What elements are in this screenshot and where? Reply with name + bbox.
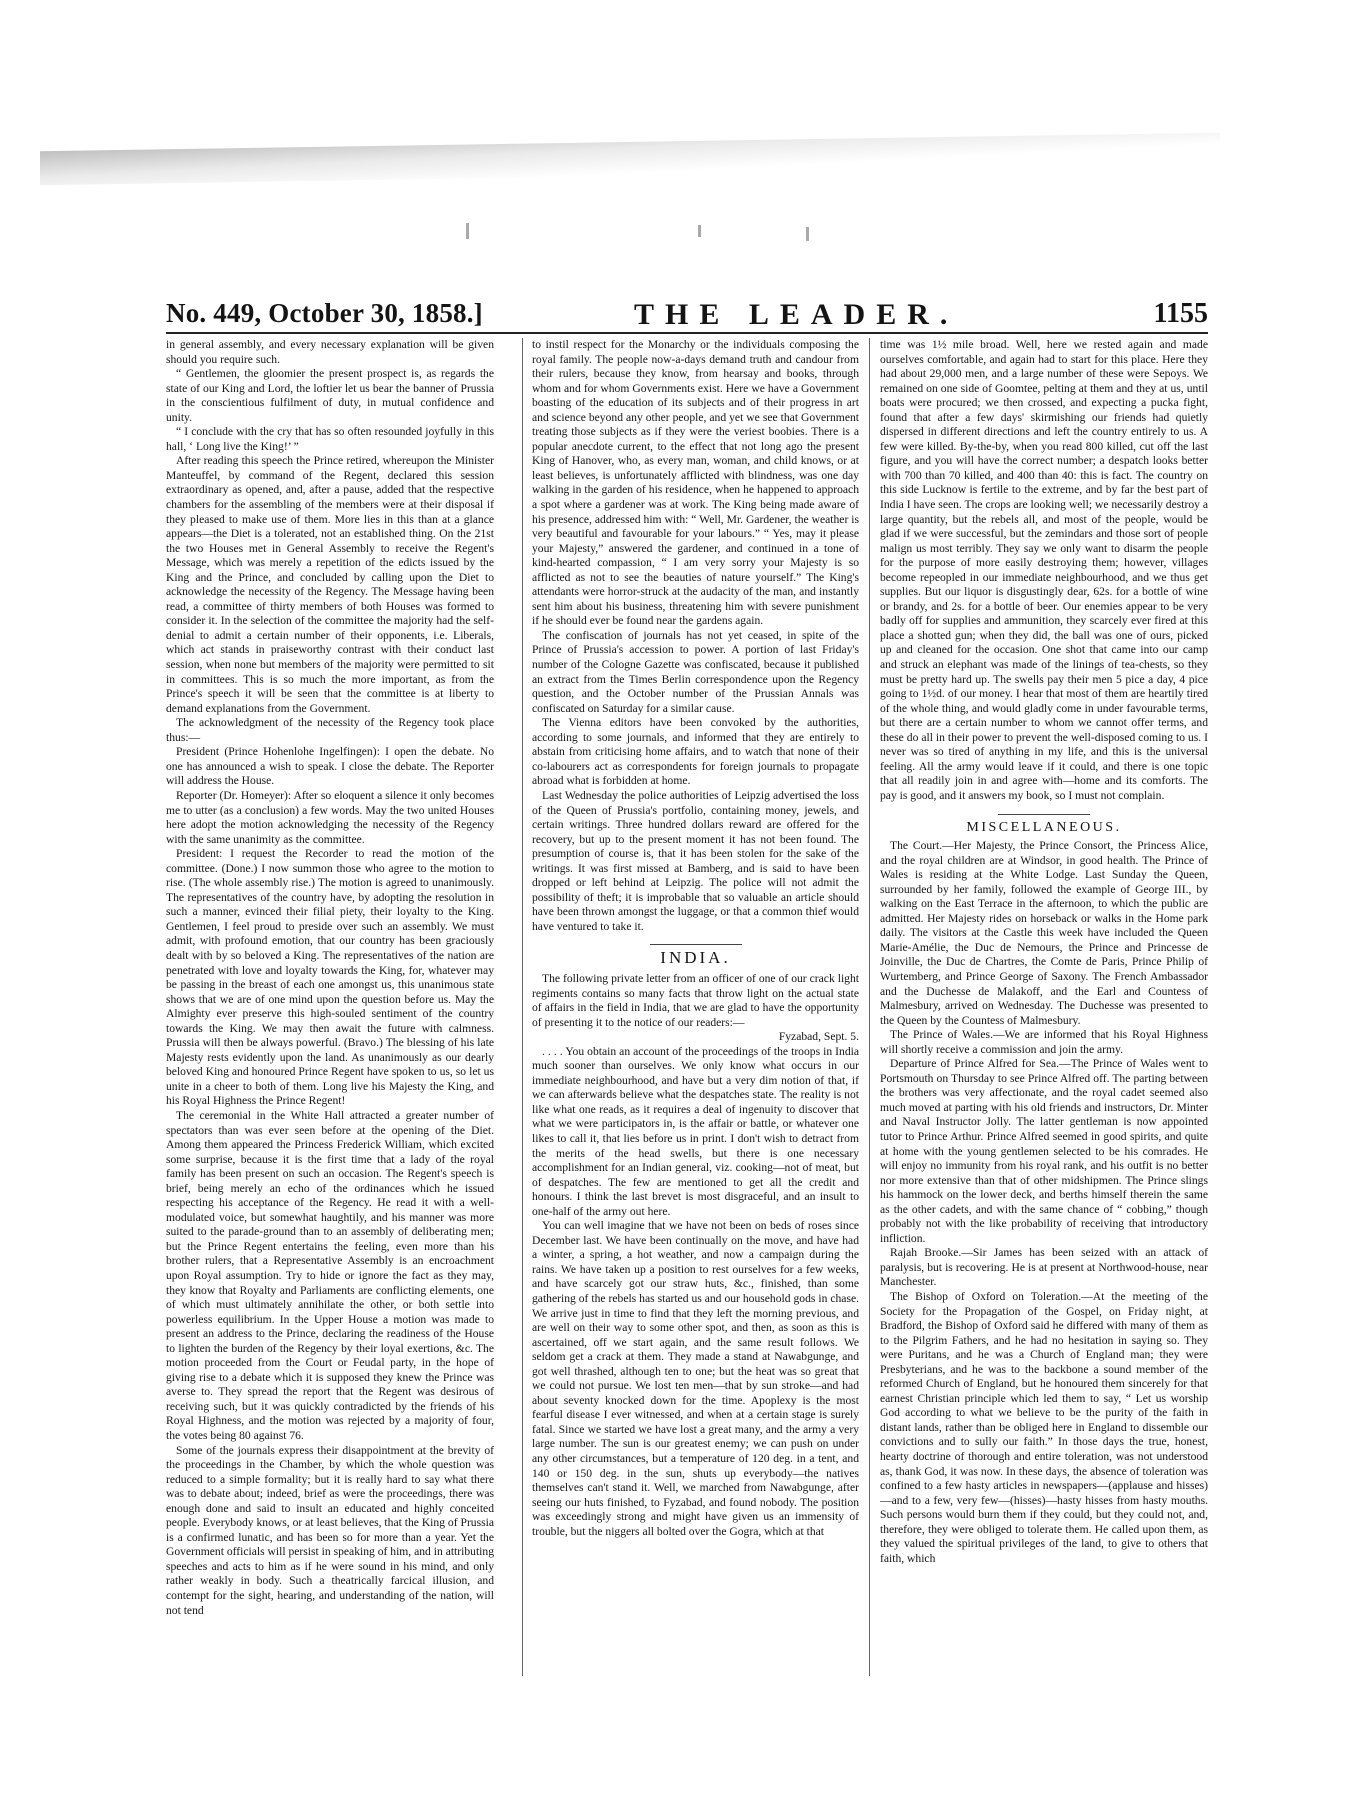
- scan-artifact-mark: [466, 223, 469, 239]
- paragraph: Last Wednesday the police authorities of Leipzig advertised the loss of the Queen of Prussia's portfolio, containing money, jewels, and certain writings. Three hundred dollars reward are offered for the recovery, but up to the present moment it has not been found. The presumption of course is, that it has been stolen for the sake of the writings. It was first missed at Bamberg, and is said to have been dropped or left behind at Leipzig. The police will not admit the possibility of theft; it is improbable that so valuable an article should have been thrown amongst the luggage, or that a common thief would have ventured to take it.: [532, 788, 859, 933]
- paragraph: The Court.—Her Majesty, the Prince Consort, the Princess Alice, and the royal children are at Windsor, in good health. The Prince of Wales is residing at the White Lodge. Last Sunday the Queen, surrounded by her family, followed the example of George III., by walking on the East Terrace in the afternoon, to which the public are admitted. Her Majesty rides on horseback or walks in the Home park daily. The visitors at the Castle this week have included the Queen Marie-Amélie, the Duc de Nemours, the Prince and Princesse de Joinville, the Duc de Chartres, the Comte de Paris, Prince Philip of Wurtemberg, and Prince George of Saxony. The French Ambassador and the Duchesse de Malakoff, and the Earl and Countess of Malmesbury, arrived on Wednesday. The Duchesse was presented to the Queen by the Countess of Malmesbury.: [880, 839, 1208, 1027]
- scan-artifact-smudge: [40, 133, 1220, 186]
- paragraph: The following private letter from an officer of one of our crack light regiments contains so many facts that throw light on the actual state of affairs in the field in India, that we are glad to have the opportunity of presenting it to the notice of our readers:—: [532, 971, 859, 1029]
- paragraph: The Prince of Wales.—We are informed that his Royal Highness will shortly receive a commission and join the army.: [880, 1028, 1208, 1056]
- newspaper-title: THE LEADER.: [634, 298, 959, 331]
- paragraph: The ceremonial in the White Hall attracted a greater number of spectators than was ever seen before at the opening of the Diet. Among them appeared the Princess Frederick William, which excited some surprise, because it is the first time that a lady of the royal family has been present on such an occasion. The Regent's speech is brief, being merely an echo of the ordinances which he issued respecting his acceptance of the Regency. He read it with a well-modulated voice, but somewhat haughtily, and his manner was more suited to the parade-ground than to an assembly of deliberating men; but the Prince Regent entertains the feeling, even more than his brother rulers, that a Representative Assembly is an encroachment upon Royal assumption. Try to hide or ignore the fact as they may, they know that Royalty and Parliaments are conflicting elements, one of which must ultimately annihilate the other, or both settle into powerless equilibrium. In the Upper House a motion was made to present an address to the Prince, declaring the readiness of the House to lighten the burden of the Regency by their loyal exertions, &c. The motion proceeded from the Court or Feudal party, in the hope of giving rise to a debate which it is supposed they knew the Prince was averse to. They spread the report that the Regent was desirous of receiving such, but it was quickly contradicted by the friends of his Royal Highness, and the motion was rejected by a majority of four, the votes being 80 against 76.: [166, 1108, 494, 1443]
- paragraph: Reporter (Dr. Homeyer): After so eloquent a silence it only becomes me to utter (as a conclusion) a few words. May the two united Houses here adopt the motion acknowledging the necessity of the Regency with the same unanimity as the committee.: [166, 788, 494, 846]
- paragraph: The confiscation of journals has not yet ceased, in spite of the Prince of Prussia's accession to power. A portion of last Friday's number of the Cologne Gazette was confiscated, because it published an extract from the Times Berlin correspondence upon the Regency question, and the October number of the Prussian Annals was confiscated on Saturday for a similar cause.: [532, 628, 859, 715]
- paragraph: to instil respect for the Monarchy or the individuals composing the royal family. The people now-a-days demand truth and candour from their rulers, because they know, from hearsay and books, through whom and for whom Governments exist. Here we have a Government boasting of the education of its subjects and of their progress in art and science beyond any other people, and yet we see that Government treating those subjects as if they were the veriest boobies. There is a popular anecdote current, to the effect that not long ago the present King of Hanover, who, as every man, woman, and child knows, or at least believes, is unfortunately afflicted with blindness, was one day walking in the garden of his residence, when he happened to approach a spot where a gardener was at work. The King being made aware of his presence, addressed him with: “ Well, Mr. Gardener, the weather is very beautiful and favourable for your labours.” “ Yes, may it please your Majesty,” answered the gardener, and continued in a tone of kind-hearted compassion, “ I am very sorry your Majesty is so afflicted as not to see the beauties of nature yourself.” The King's attendants were horror-struck at the audacity of the man, and instantly sent him about his business, threatening him with severe punishment if he should ever be found near the gardens again.: [532, 338, 859, 628]
- page-number: 1155: [1153, 298, 1208, 329]
- paragraph: The Bishop of Oxford on Toleration.—At the meeting of the Society for the Propagation of the Gospel, on Friday night, at Bradford, the Bishop of Oxford said he differed with many of them as to the Pilgrim Fathers, and he had no hesitation in saying so. They were Puritans, and he was a Church of England man; they were Presbyterians, and he was to the backbone a sound member of the reformed Church of England, but he honoured them sincerely for that earnest Christian principle which led them to say, “ Let us worship God according to what we believe to be the purity of the faith in distant lands, rather than be obliged here in England to dissemble our convictions and to sully our faith.” In those days the true, honest, hearty doctrine of thorough and entire toleration, was not understood as, thank God, it was now. In these days, the absence of toleration was confined to a few hasty articles in newspapers—(applause and hisses)—and to a few, very few—(hisses)—hasty hisses from hasty mouths. Such persons would burn them if they could, but they could not, and, therefore, they were obliged to tolerate them. He called upon them, as they valued the spiritual privileges of the land, to give to others that faith, which: [880, 1290, 1208, 1565]
- paragraph: President (Prince Hohenlohe Ingelfingen): I open the debate. No one has announced a wish to speak. I close the debate. The Reporter will address the House.: [166, 745, 494, 788]
- paragraph: Departure of Prince Alfred for Sea.—The Prince of Wales went to Portsmouth on Thursday to see Prince Alfred off. The parting between the brothers was very affectionate, and the royal cadet seemed also much moved at parting with his old friends and instructors, Dr. Minter and Naval Instructor Jolly. The latter gentleman is now appointed tutor to Prince Arthur. Prince Alfred seemed in good spirits, and quite at home with the young gentlemen selected to be his comrades. He will enjoy no immunity from his royal rank, and his outfit is no better nor more extensive than that of other midshipmen. The Prince slings his hammock on the lower deck, and berths himself therein the same as the other cadets, and with the same chance of “ cobbing,” though probably not with the like probability of receiving that introductory infliction.: [880, 1057, 1208, 1245]
- section-divider: [650, 944, 742, 945]
- section-heading-miscellaneous: MISCELLANEOUS.: [966, 819, 1122, 835]
- column-2: [532, 338, 859, 1676]
- paragraph: You can well imagine that we have not been on beds of roses since December last. We have been continually on the move, and have had a winter, a spring, a hot weather, and now a campaign during the rains. We have taken up a position to rest ourselves for a few weeks, and have scarcely got our straw huts, &c., finished, than some gathering of the rebels has started us and our household gods in chase. We arrive just in time to find that they left the morning previous, and are well on their way to some other spot, and then, as soon as this is ascertained, off we start again, and the same result follows. We seldom get a crack at them. They made a stand at Nawabgunge, and got well thrashed, although ten to one; but the heat was so great that we could not pursue. We lost ten men—that by sun stroke—and had about seventy knocked down for the time. Apoplexy is the most fearful disease I ever witnessed, and when at a certain stage is surely fatal. Since we started we have lost a great many, and the army a very large number. The sun is our greatest enemy; we can push on under any other circumstances, but a temperature of 120 deg. in a tent, and 140 or 150 deg. in the sun, shuts up everybody—the natives themselves can't stand it. Well, we marched from Nawabgunge, after seeing our huts finished, to Fyzabad, and found nobody. The position was exceedingly strong and might have given us an immensity of trouble, but the niggers all bolted over the Gogra, which at that: [532, 1219, 859, 1538]
- paragraph: The Vienna editors have been convoked by the authorities, according to some journals, and informed that they are entirely to abstain from criticising home affairs, and to watch that none of their co-labourers act as correspondents for foreign journals to propagate abroad what is forbidden at home.: [532, 716, 859, 788]
- section-divider: [998, 814, 1090, 815]
- scan-artifact-mark: [806, 227, 809, 241]
- paragraph: The acknowledgment of the necessity of the Regency took place thus:—: [166, 716, 494, 744]
- paragraph: “ I conclude with the cry that has so often resounded joyfully in this hall, ‘ Long live the King!’ ”: [166, 425, 494, 453]
- paragraph: After reading this speech the Prince retired, whereupon the Minister Manteuffel, by command of the Regent, declared this session extraordinary as opened, and, after a pause, added that the respective chambers for the assembling of the members were at their disposal if they pleased to make use of them. More lies in this than at a glance appears—the Diet is a tolerated, not an established thing. On the 21st the two Houses met in General Assembly to receive the Regent's Message, which was merely a repetition of the edicts issued by the King and the Prince, and concluded by calling upon the Diet to acknowledge the necessity of the Regency. The Message having been read, a committee of thirty members of both Houses was formed to consider it. In the selection of the committee the majority had the self-denial to admit a certain number of their opponents, i.e. Liberals, which act stands in praiseworthy contrast with their conduct last session, when none but members of the majority were permitted to sit in committees. This is so much the more important, as from the Prince's speech it will be seen that the committee is at liberty to demand explanations from the Government.: [166, 454, 494, 715]
- paragraph: “ Gentlemen, the gloomier the present prospect is, as regards the state of our King and Lord, the loftier let us bear the banner of Prussia in the conscientious fulfilment of duty, in mutual confidence and unity.: [166, 367, 494, 424]
- paragraph: . . . . You obtain an account of the proceedings of the troops in India much sooner than ourselves. We only know what occurs in our immediate neighbourhood, and have but a very dim notion of that, if we can afterwards believe what the despatches state. The reality is not like what one reads, as it requires a deal of ingenuity to discover that what we were participators in, is the affair or battle, or whatever one likes to call it, that lies before us in print. I don't wish to detract from the merits of the head swells, but there is one necessary accomplishment for an Indian general, viz. cooking—not of meat, but of despatches. The few are mentioned to get all the credit and honours. I think the last brevet is most disgraceful, and an insult to one-half of the army out here.: [532, 1044, 859, 1218]
- column-divider: [869, 338, 870, 1676]
- section-heading-india: INDIA.: [660, 948, 731, 968]
- paragraph: President: I request the Recorder to read the motion of the committee. (Done.) I now summon those who agree to the motion to rise. (The whole assembly rise.) The motion is agreed to unanimously. The representatives of the country have, by adopting the resolution in such a manner, evinced their filial piety, their loyalty to the King. Gentlemen, I feel proud to preside over such an assembly. We must admit, with profound emotion, that our country has been graciously dealt with by so beloved a King. The representatives of the nation are penetrated with love and loyalty towards the King, for, whatever may be passing in the breast of each one amongst us, this unanimous state shows that we are of one mind upon the question before us. May the Almighty ever preserve this high-souled sentiment of the country towards the King. We may then await the future with calmness. Prussia will then be always powerful. (Bravo.) The blessing of his late Majesty rests evidently upon the land. As unanimously as our dearly beloved King and honoured Prince Regent have spoken to us, so let us unite in a cheer to both of them. Long live his Majesty the King, and his Royal Highness the Prince Regent!: [166, 847, 494, 1108]
- masthead: [166, 298, 1208, 332]
- paragraph: in general assembly, and every necessary explanation will be given should you require such.: [166, 338, 494, 366]
- paragraph: Rajah Brooke.—Sir James has been seized with an attack of paralysis, but is recovering. He is at present at Northwood-house, near Manchester.: [880, 1246, 1208, 1289]
- column-divider: [522, 338, 523, 1676]
- issue-date: No. 449, October 30, 1858.]: [166, 298, 483, 328]
- dateline: Fyzabad, Sept. 5.: [778, 1030, 859, 1044]
- scan-artifact-mark: [698, 225, 701, 237]
- column-3: [880, 338, 1208, 1676]
- column-1: [166, 338, 494, 1676]
- paragraph: Some of the journals express their disappointment at the brevity of the proceedings in the Chamber, by which the whole question was reduced to a simple formality; but it is really hard to say what there was to debate about; indeed, brief as were the proceedings, there was enough done and said to insult an educated and highly conceited people. Everybody knows, or at least believes, that the King of Prussia is a confirmed lunatic, and has been so for more than a year. Yet the Government officials will persist in speaking of him, and in attributing speeches and acts to him as if he were sound in his mind, and only rather weakly in body. Such a theatrically farcical illusion, and contempt for the sight, hearing, and understanding of the nation, will not tend: [166, 1443, 494, 1617]
- paragraph: time was 1½ mile broad. Well, here we rested again and made ourselves comfortable, and again had to start for this place. Here they had about 29,000 men, and a large number of these were Sepoys. We remained on one side of Goomtee, pelting at them and they at us, until boats were procured; we then crossed, and expecting a pucka fight, found that after a few days' skirmishing our friends had quietly dispersed in different directions and left the country entirely to us. A few were killed. By-the-by, when you read 800 killed, cut off the last figure, and you will have the correct number; a despatch looks better with 700 than 70 killed, and 400 than 40: this is fact. The country on this side Lucknow is fertile to the extreme, and by far the best part of India I have seen. The crops are looking well; we necessarily destroy a large quantity, but the rebels all, and most of the people, would be glad if we were successful, but the zemindars and those sort of people malign us most terribly. They say we only want to disarm the people for the purpose of more easily destroying them; however, villages become repeopled in our immediate neighbourhood, and we thus get supplies. But our liquor is disgustingly dear, 62s. for a bottle of wine or brandy, and 2s. for a bottle of beer. Our enemies appear to be very badly off for supplies and ammunition, they scarcely ever fired at this place a shotted gun; when they did, the ball was one of ours, picked up and cleaned for the occasion. One shot that came into our camp and struck an elephant was made of the linings of tea-chests, so they must be pretty hard up. The swells pay their men 5 pice a day, 4 pice going to 1½d. of our money. I hear that most of them are heartily tired of the whole thing, and would gladly come in under favourable terms, but there are a certain number to whom we cannot offer terms, and these do all in their power to prevent the well-disposed coming to us. I never was so tired of anything in my life, and this is the universal feeling. All the army would leave if it could, and there is one topic that all readily join in and agree with—home and its comforts. The pay is good, and it answers my book, so I must not complain.: [880, 338, 1208, 802]
- masthead-rule: [166, 332, 1208, 334]
